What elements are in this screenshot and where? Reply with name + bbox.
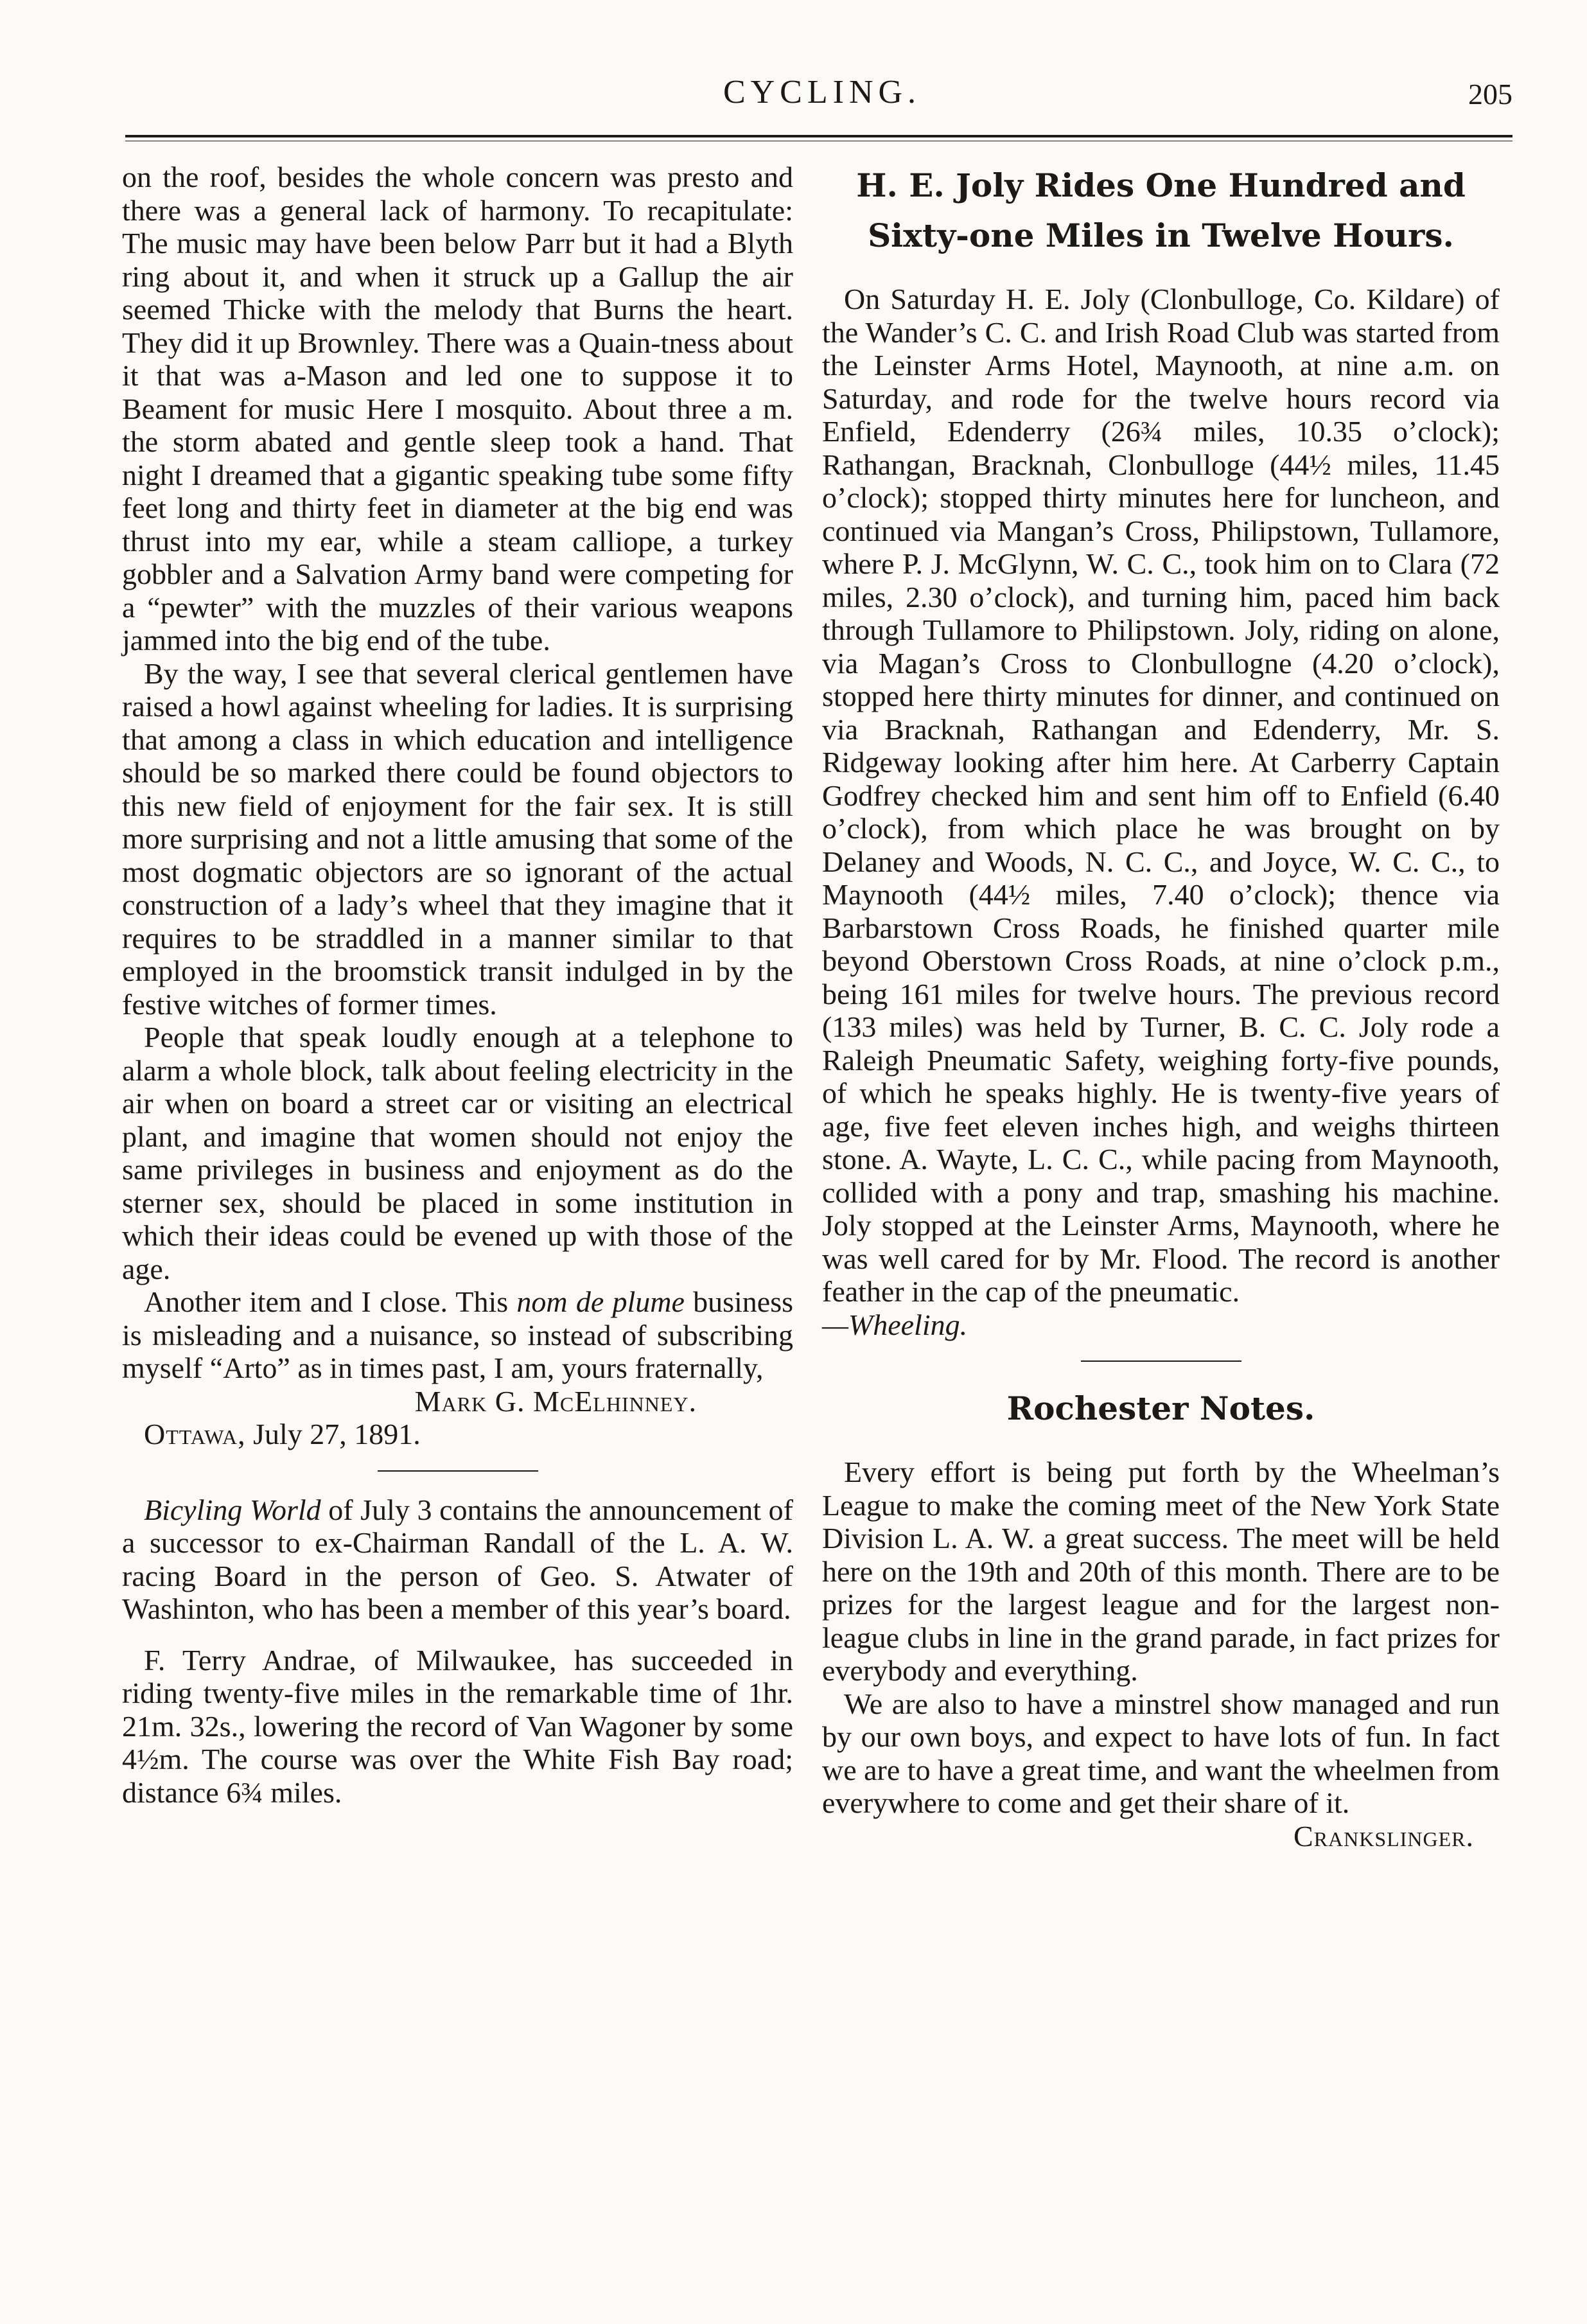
spacer [122,1626,793,1644]
paragraph: On Saturday H. E. Joly (Clonbulloge, Co. Kildare) of the Wander’s C. C. and Irish Road Club was started from the Leinster Arms Hotel, Maynooth, at nine a.m. on Saturday, and rode for the twelve hours record via Enfield, Edenderry (26¾ miles, 10.35 o’clock); Rathangan, Bracknah, Clonbulloge (44½ miles, 11.45 o’clock); stopped thirty minutes here for luncheon, and continued via Mangan’s Cross, Philipstown, Tullamore, where P. J. McGlynn, W. C. C., took him on to Clara (72 miles, 2.30 o’clock), and turning him, paced him back through Tullamore to Philipstown. Joly, riding on alone, via Magan’s Cross to Clonbullogne (4.20 o’clock), stopped here thirty minutes for dinner, and continued on via Bracknah, Rathangan and Edenderry, Mr. S. Ridgeway looking after him here. At Carberry Captain Godfrey checked him and sent him off to Enfield (6.40 o’clock), from which place he was brought on by Delaney and Woods, N. C. C., and Joyce, W. C. C., to Maynooth (44½ miles, 7.40 o’clock); thence via Barbarstown Cross Roads, he finished quarter mile beyond Oberstown Cross Roads, at nine o’clock p.m., being 161 miles for twelve hours. The previous record (133 miles) was held by Turner, B. C. C. Joly rode a Raleigh Pneumatic Safety, weighing forty-five pounds, of which he speaks highly. He is twenty-five years of age, five feet eleven inches high, and weighs thirteen stone. A. Wayte, L. C. C., while pacing from Maynooth, collided with a pony and trap, smashing his machine. Joly stopped at the Leinster Arms, Maynooth, where he was well cared for by Mr. Flood. The record is another feather in the cap of the pneumatic. [822,283,1500,1308]
source-credit [822,1308,1500,1342]
section-divider [378,1470,538,1472]
dateline-date: July 27, 1891. [245,1418,421,1450]
text-run: business is misleading and a nuisance, so instead of subscribing myself “Arto” as in times past, I am, yours fraternally, [122,1285,793,1384]
paragraph [122,1493,793,1626]
article-heading: Rochester Notes. [1006,1389,1315,1427]
section-divider [1081,1360,1241,1362]
header-rule [125,135,1512,137]
page-number: 205 [1468,78,1512,110]
text-run: of July 3 contains the announcement of a successor to ex-Chairman Randall of the L. A. W. racing Board in the person of Geo. S. Atwater of Washinton, who has been a member of this year’s board. [122,1493,793,1625]
right-column [822,161,1500,1853]
paragraph: Every effort is being put forth by the Wheelman’s League to make the coming meet of the New York State Division L. A. W. a great success. The meet will be held here on the 19th and 20th of this month. There are to be prizes for the largest league and for the largest non-league clubs in line in the grand parade, in fact prizes for everybody and everything. [822,1456,1500,1687]
paragraph: People that speak loudly enough at a telephone to alarm a whole block, talk about feeling electricity in the air when on board a street car or visiting an electrical plant, and imagine that women should not enjoy the same privileges in business and enjoyment as do the sterner sex, should be placed in some institution in which their ideas could be evened up with those of the age. [122,1021,793,1285]
signature: Mark G. McElhinney. [414,1384,697,1418]
text-run: Another item and I close. This [144,1285,517,1318]
italic-text: Bicyling World [144,1493,321,1526]
paragraph: on the roof, besides the whole concern was presto and there was a general lack of harmony. To recapitulate: The music may have been below Parr but it had a Blyth ring about it, and when it struck up a Gallup the air seemed Thicke with the melody that Burns the heart. They did it up Brownley. There was a Quain-tness about it that was a-Mason and led one to suppose it to Beament for music Here I mosquito. About three a m. the storm abated and gentle sleep took a hand. That night I dreamed that a gigantic speaking tube some fifty feet long and thirty feet in diameter at the big end was thrust into my ear, while a steam calliope, a turkey gobbler and a Salvation Army band were competing for a “pewter” with the muzzles of their various weapons jammed into the big end of the tube. [122,161,793,656]
paragraph: F. Terry Andrae, of Milwaukee, has succeeded in riding twenty-five miles in the remarkable time of 1hr. 21m. 32s., lowering the record of Van Wagoner by some 4½m. The course was over the White Fish Bay road; distance 6¾ miles. [122,1643,793,1809]
paragraph: By the way, I see that several clerical gentlemen have raised a howl against wheeling for ladies. It is surprising that among a class in which education and intelligence should be so marked there could be found objectors to this new field of enjoyment for the fair sex. It is still more surprising and not a little amusing that some of the most dogmatic objectors are so ignorant of the actual construction of a lady’s wheel that they imagine that it requires to be straddled in a manner similar to that employed in the broomstick transit indulged in by the festive witches of former times. [122,656,793,1021]
signature: Crankslinger. [1293,1819,1474,1853]
italic-text: nom de plume [516,1285,685,1318]
paragraph [122,1285,793,1385]
article-heading: H. E. Joly Rides One Hundred and Sixty-one Miles in Twelve Hours. [856,166,1466,254]
left-column [122,161,793,1809]
dateline-place: Ottawa, [144,1418,246,1450]
italic-text: —Wheeling. [822,1308,968,1341]
running-title: CYCLING. [723,74,922,110]
paragraph: We are also to have a minstrel show managed and run by our own boys, and expect to have lots of fun. In fact we are to have a great time, and want the wheelmen from everywhere to come and get their share of it. [822,1687,1500,1819]
dateline [122,1418,793,1451]
